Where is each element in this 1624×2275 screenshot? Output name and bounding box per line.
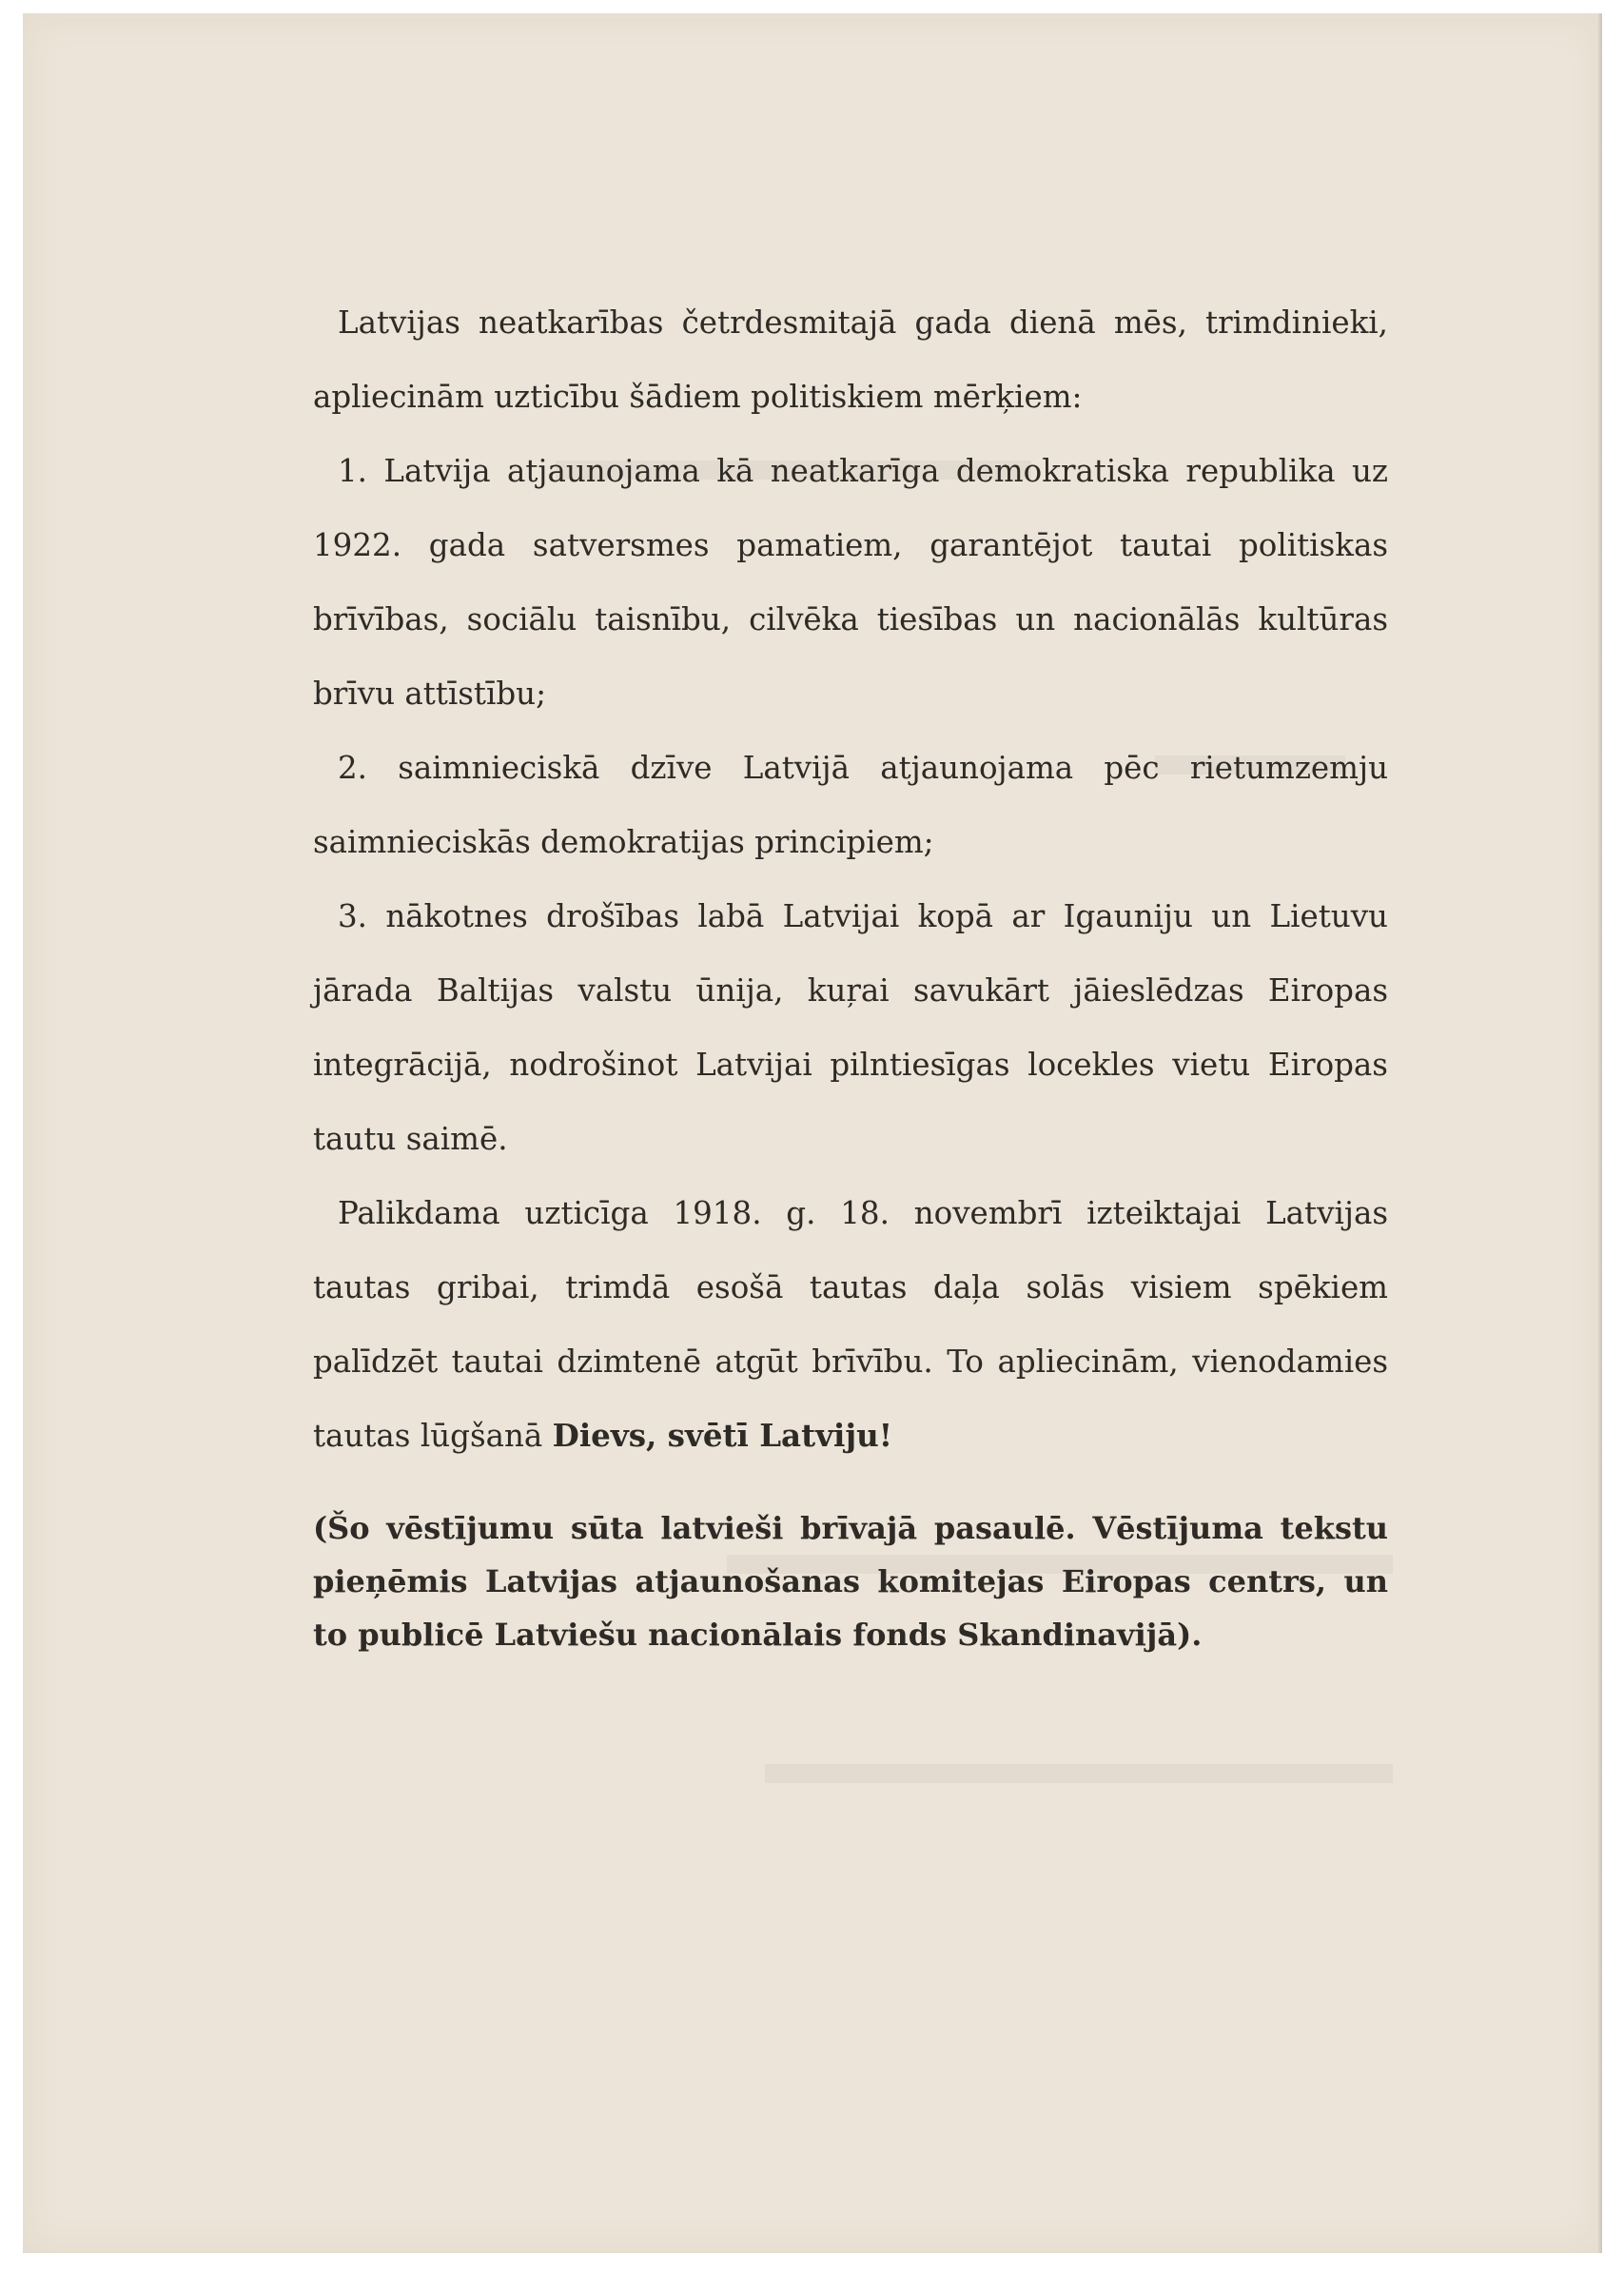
- list-item: 2. saimnieciskā dzīve Latvijā atjaunojama pēc rietumzemju saimnieciskās demokratijas principiem;: [313, 750, 1388, 860]
- declaration-text: [313, 285, 1388, 1661]
- closing-text: Palikdama uzticīga 1918. g. 18. novembrī izteiktajai Latvijas tautas gribai, trimdā esošā tautas daļa solās visiem spēkiem palīdzēt tautai dzimtenē atgūt brīvību. To apliecinām, vienodamies tautas lūgšanā: [313, 1195, 1388, 1454]
- list-item: 1. Latvija atjaunojama kā neatkarīga demokratiska republika uz 1922. gada satversmes pamatiem, garantējot tautai politiskas brīvības, sociālu taisnību, cilvēka tiesības un nacionālās kultūras brīvu attīstību;: [313, 453, 1388, 712]
- closing-paragraph: [313, 1176, 1388, 1473]
- sheet-edge: [1596, 13, 1602, 2253]
- intro-paragraph: Latvijas neatkarības četrdesmitajā gada dienā mēs, trimdinieki, apliecinām uzticību šādiem politiskiem mērķiem:: [313, 304, 1388, 415]
- publication-note: (Šo vēstījumu sūta latvieši brīvajā pasaulē. Vēstījuma tekstu pieņēmis Latvijas atjaunošanas komitejas Eiropas centrs, un to publicē Latviešu nacionālais fonds Skandinavijā).: [313, 1510, 1388, 1653]
- list-item: 3. nākotnes drošības labā Latvijai kopā ar Igauniju un Lietuvu jārada Baltijas valstu ūnija, kuŗai savukārt jāieslēdzas Eiropas integrācijā, nodrošinot Latvijai pilntiesīgas locekles vietu Eiropas tautu saimē.: [313, 898, 1388, 1157]
- show-through-line: [765, 1764, 1393, 1783]
- paper-sheet: [23, 13, 1602, 2253]
- closing-prayer: Dievs, svētī Latviju!: [552, 1417, 893, 1454]
